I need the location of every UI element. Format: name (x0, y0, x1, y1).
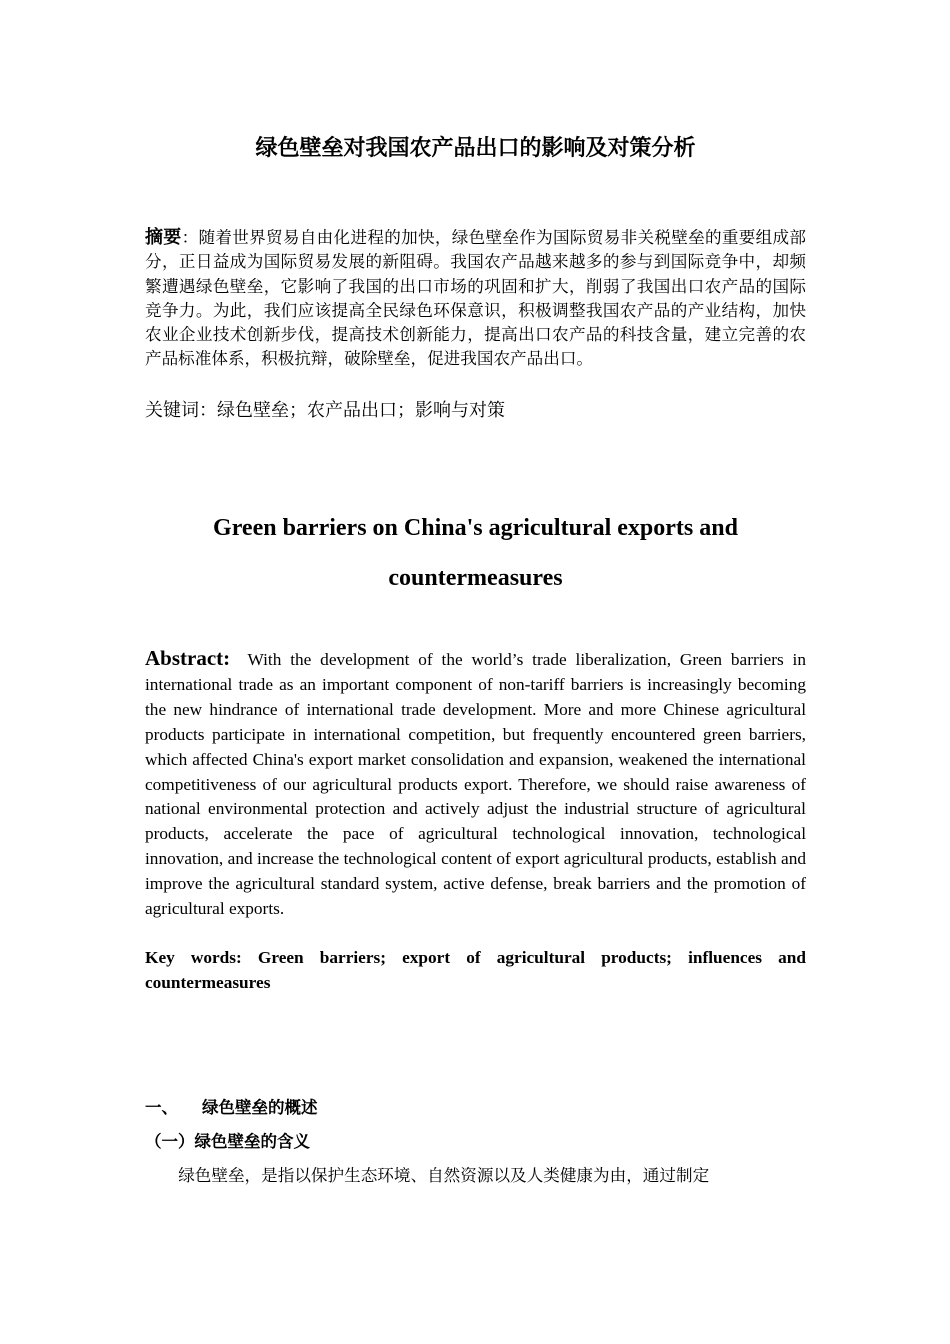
english-abstract-label: Abstract: (145, 646, 231, 670)
english-title-line-1: Green barriers on China's agricultural exports and (213, 515, 738, 541)
chinese-abstract-label: 摘要 (145, 227, 182, 248)
chinese-title: 绿色壁垒对我国农产品出口的影响及对策分析 (255, 136, 696, 161)
chinese-abstract-colon: ： (181, 228, 199, 247)
english-title-line-2: countermeasures (388, 565, 563, 591)
chinese-keywords: 关键词：绿色壁垒；农产品出口；影响与对策 (145, 400, 505, 421)
english-abstract (145, 646, 806, 922)
subsection-heading: （一）绿色壁垒的含义 (145, 1132, 310, 1151)
section-number: 一、 (145, 1098, 178, 1117)
english-title (145, 503, 806, 603)
section-title: 绿色壁垒的概述 (202, 1098, 318, 1117)
body-paragraph: 绿色壁垒，是指以保护生态环境、自然资源以及人类健康为由，通过制定 (178, 1166, 710, 1185)
english-abstract-text: With the development of the world’s trade liberalization, Green barriers in international trade as an important component of non-tariff barriers is increasingly becoming the new hindrance of international trade development. More and more Chinese agricultural products participate in international competition, but frequently encountered green barriers, which affected China's export market consolidation and expansion, weakened the international competitiveness of our agricultural products export. Therefore, we should raise awareness of national environmental protection and actively adjust the industrial structure of agricultural products, accelerate the pace of agricultural technological innovation, technological innovation, and increase the technological content of export agricultural products, establish and improve the agricultural standard system, active defense, break barriers and the promotion of agricultural exports. (145, 650, 806, 919)
english-keywords: Key words: Green barriers; export of agricultural products; influences and countermeasures (145, 948, 806, 992)
section-heading (145, 1095, 318, 1121)
chinese-abstract-text: 随着世界贸易自由化进程的加快，绿色壁垒作为国际贸易非关税壁垒的重要组成部分，正日益成为国际贸易发展的新阻碍。我国农产品越来越多的参与到国际竞争中，却频繁遭遇绿色壁垒，它影响了我国的出口市场的巩固和扩大，削弱了我国出口农产品的国际竞争力。为此，我们应该提高全民绿色环保意识，积极调整我国农产品的产业结构，加快农业企业技术创新步伐，提高技术创新能力，提高出口农产品的科技含量，建立完善的农产品标准体系，积极抗辩，破除壁垒，促进我国农产品出口。 (145, 228, 807, 369)
chinese-abstract (145, 226, 806, 372)
